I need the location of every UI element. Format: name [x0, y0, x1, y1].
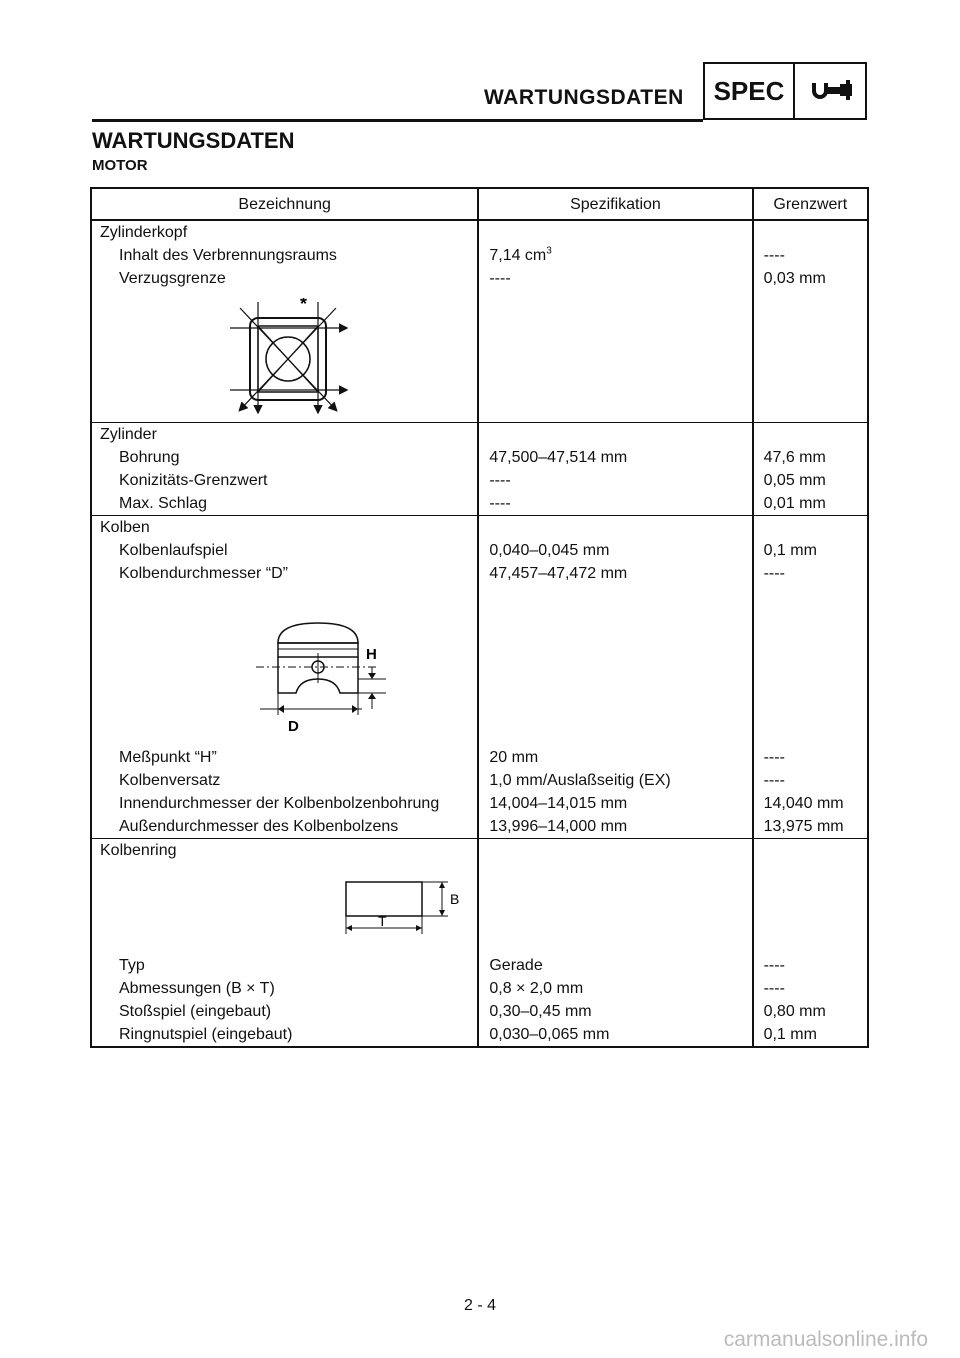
cell-spec: 13,996–14,000 mm: [478, 815, 752, 839]
table-row: [91, 977, 868, 1000]
warpage-figure: [100, 290, 477, 422]
section-title: WARTUNGSDATEN: [92, 128, 295, 153]
cell-spec: Gerade: [478, 954, 752, 977]
table-row: [91, 839, 868, 863]
cell-limit: 0,03 mm: [753, 267, 868, 290]
table-row: [91, 815, 868, 839]
cell-spec: 47,500–47,514 mm: [478, 446, 752, 469]
table-row: [91, 585, 868, 746]
col-header-spezifikation: Spezifikation: [478, 188, 752, 220]
cell-limit: ----: [753, 977, 868, 1000]
table-row: [91, 1000, 868, 1023]
group-title-zylinderkopf: Zylinderkopf: [91, 220, 478, 244]
cell-spec: 0,30–0,45 mm: [478, 1000, 752, 1023]
cell-spec: 47,457–47,472 mm: [478, 562, 752, 585]
cell-limit: ----: [753, 244, 868, 267]
cell-spec: ----: [478, 267, 752, 290]
table-row: [91, 562, 868, 585]
cell-limit: 0,05 mm: [753, 469, 868, 492]
cell-label: Kolbenlaufspiel: [119, 542, 228, 559]
table-row: [91, 769, 868, 792]
cell-label: Kolbenversatz: [119, 772, 221, 789]
cell-spec: 0,8 × 2,0 mm: [478, 977, 752, 1000]
spec-table: [90, 187, 869, 1048]
ring-figure: [100, 862, 477, 954]
table-row: [91, 862, 868, 954]
table-row: [91, 244, 868, 267]
section-subtitle: MOTOR: [92, 157, 148, 174]
table-row: [91, 539, 868, 562]
table-row: [91, 220, 868, 244]
cell-spec: 0,040–0,045 mm: [478, 539, 752, 562]
watermark: carmanualsonline.info: [723, 1328, 928, 1351]
cell-limit: 0,01 mm: [753, 492, 868, 516]
cell-limit: 0,1 mm: [753, 539, 868, 562]
cell-label: Inhalt des Verbrennungsraums: [119, 247, 337, 264]
table-row: [91, 290, 868, 423]
cell-label: Max. Schlag: [119, 495, 208, 512]
label-d: D: [288, 718, 299, 735]
cell-spec: 1,0 mm/Auslaßseitig (EX): [478, 769, 752, 792]
cell-spec: 0,030–0,065 mm: [478, 1023, 752, 1047]
piston-ring-section-icon: [336, 870, 466, 942]
piston-diagram-icon: [256, 613, 386, 735]
cell-spec: 14,004–14,015 mm: [478, 792, 752, 815]
cell-limit: 0,1 mm: [753, 1023, 868, 1047]
table-row: [91, 423, 868, 447]
cell-label: Bohrung: [119, 449, 180, 466]
table-row: [91, 446, 868, 469]
cell-limit: 14,040 mm: [753, 792, 868, 815]
cell-spec: 20 mm: [478, 746, 752, 769]
label-h: H: [366, 646, 377, 663]
table-row: [91, 267, 868, 290]
cell-limit: 47,6 mm: [753, 446, 868, 469]
cell-label: Innendurchmesser der Kolbenbolzenbohrung: [119, 795, 440, 812]
table-row: [91, 1023, 868, 1047]
label-b: B: [450, 891, 460, 907]
cell-label: Konizitäts-Grenzwert: [119, 472, 268, 489]
group-title-kolben: Kolben: [91, 516, 478, 540]
table-header-row: [91, 188, 868, 220]
cell-limit: ----: [753, 954, 868, 977]
col-header-grenzwert: Grenzwert: [753, 188, 868, 220]
cell-label: Typ: [119, 957, 145, 974]
superscript-3: 3: [546, 245, 552, 257]
spec-label: SPEC: [705, 64, 795, 118]
cell-label: Kolbendurchmesser “D”: [119, 565, 288, 582]
group-title-kolbenring: Kolbenring: [91, 839, 478, 863]
cell-limit: ----: [753, 769, 868, 792]
cell-spec: 7,14 cm: [489, 247, 547, 264]
group-title-zylinder: Zylinder: [91, 423, 478, 447]
cell-limit: ----: [753, 562, 868, 585]
header-title: WARTUNGSDATEN: [484, 86, 684, 109]
table-row: [91, 954, 868, 977]
cell-label: Ringnutspiel (eingebaut): [119, 1026, 293, 1043]
page-number: 2 - 4: [463, 1297, 496, 1314]
table-row: [91, 469, 868, 492]
cell-label: Außendurchmesser des Kolbenbolzens: [119, 818, 399, 835]
label-t: T: [378, 913, 387, 929]
cylinder-head-warpage-icon: [228, 298, 348, 416]
cell-label: Abmessungen (B × T): [119, 980, 275, 997]
cell-limit: ----: [753, 746, 868, 769]
table-row: [91, 792, 868, 815]
wrench-icon: [795, 64, 865, 118]
cell-spec: ----: [478, 492, 752, 516]
header-rule: [92, 119, 703, 122]
table-row: [91, 492, 868, 516]
cell-label: Meßpunkt “H”: [119, 749, 217, 766]
table-row: [91, 746, 868, 769]
cell-label: Verzugsgrenze: [119, 270, 226, 287]
cell-limit: 13,975 mm: [753, 815, 868, 839]
col-header-bezeichnung: Bezeichnung: [91, 188, 478, 220]
table-row: [91, 516, 868, 540]
cell-limit: 0,80 mm: [753, 1000, 868, 1023]
svg-text:*: *: [300, 298, 308, 314]
spec-badge: [703, 62, 867, 120]
cell-label: Stoßspiel (eingebaut): [119, 1003, 272, 1020]
cell-spec: ----: [478, 469, 752, 492]
piston-figure: [100, 585, 477, 746]
